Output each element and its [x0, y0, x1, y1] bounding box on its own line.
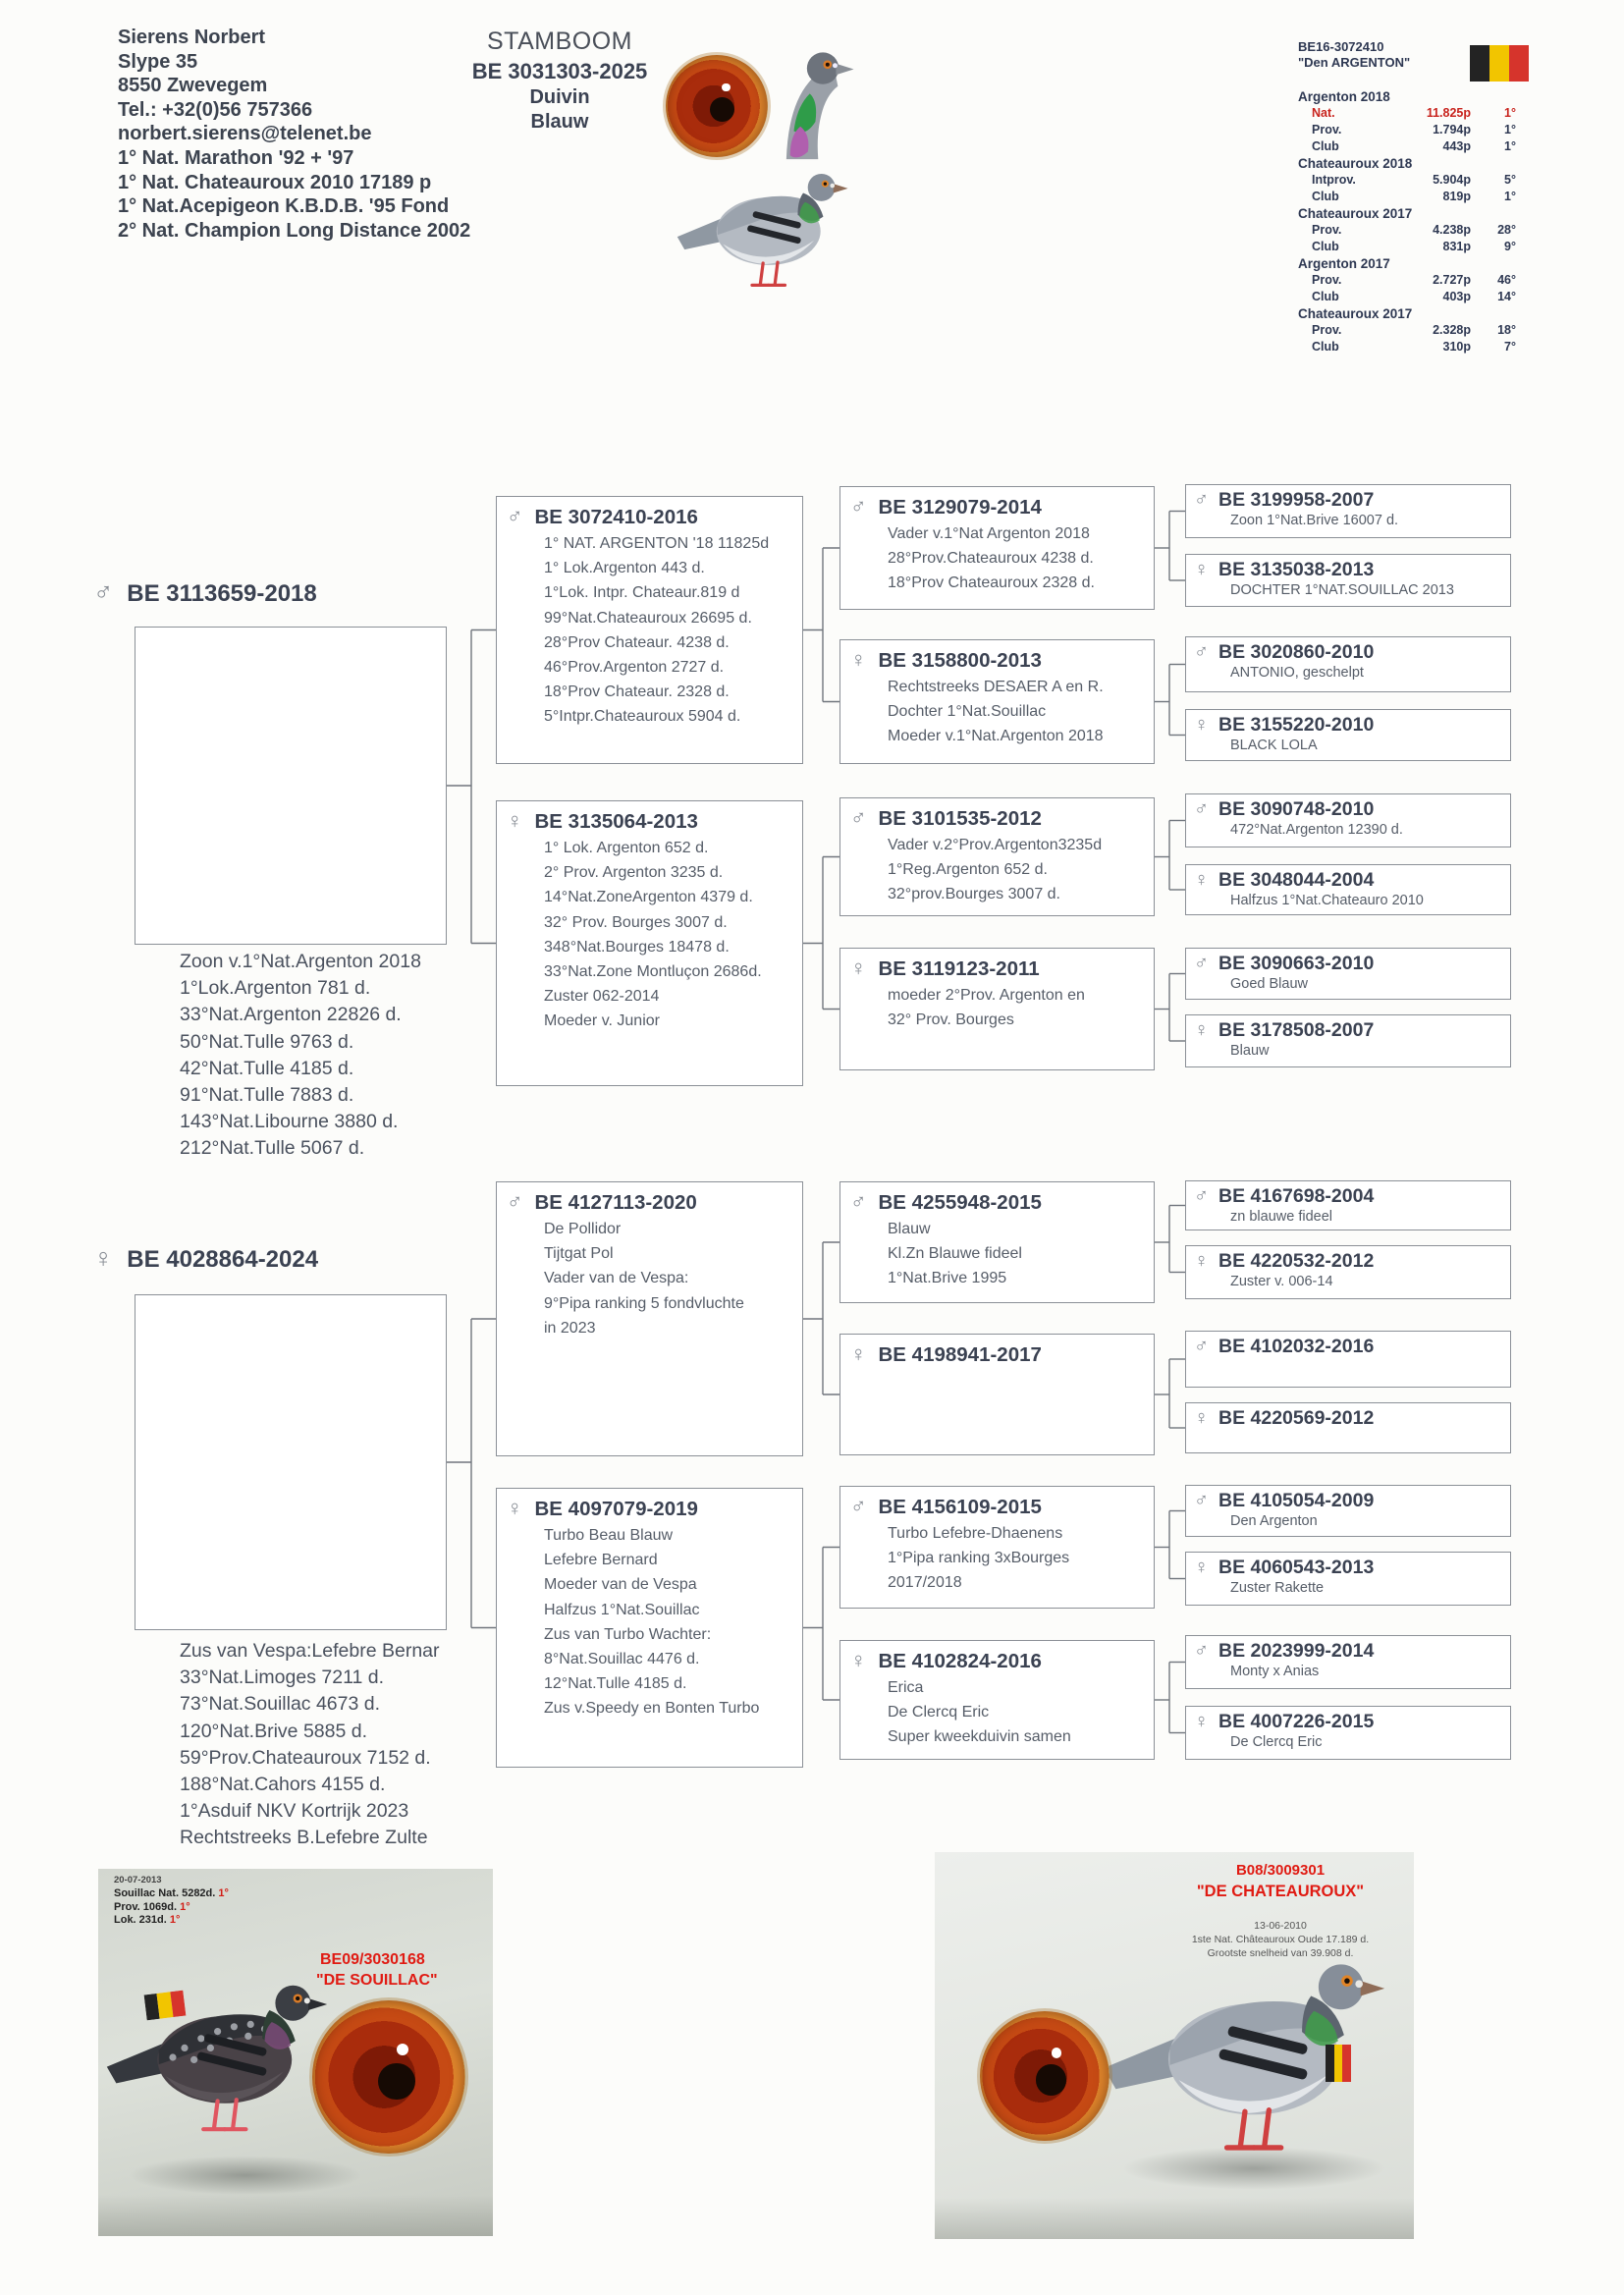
pedigree-line: 14°Nat.ZoneArgenton 4379 d. [544, 889, 753, 906]
results-section-title: Chateauroux 2018 [1298, 156, 1413, 171]
pedigree-line: 2° Prov. Argenton 3235 d. [544, 864, 724, 882]
male-icon: ♂ [850, 805, 867, 830]
achievement-line: 143°Nat.Libourne 3880 d. [180, 1111, 399, 1133]
pedigree-line: ANTONIO, geschelpt [1230, 665, 1364, 681]
pedigree-line: Den Argenton [1230, 1513, 1318, 1529]
photo-pigeon-name: "DE SOUILLAC" [316, 1972, 438, 1989]
breeder-achievement: 1° Nat. Marathon '92 + '97 [118, 146, 354, 169]
ring-number: BE 2023999-2014 [1218, 1640, 1375, 1662]
photo-pigeon-name: "DE CHATEAUROUX" [1196, 1883, 1365, 1900]
dam-photo-placeholder [135, 1294, 447, 1630]
photo-result-line: Souillac Nat. 5282d. 1° [114, 1887, 229, 1899]
pedigree-line: Tijtgat Pol [544, 1245, 614, 1263]
pedigree-line: 28°Prov Chateaur. 4238 d. [544, 633, 730, 651]
male-icon: ♂ [507, 504, 523, 528]
pedigree-line: Monty x Anias [1230, 1664, 1320, 1679]
results-ring-number: BE16-3072410 [1298, 39, 1384, 54]
eye-glint [722, 83, 730, 91]
pedigree-line: zn blauwe fideel [1230, 1209, 1332, 1225]
ring-number: BE 4198941-2017 [878, 1343, 1042, 1366]
achievement-line: 212°Nat.Tulle 5067 d. [180, 1137, 365, 1160]
pedigree-line: 1°Nat.Brive 1995 [888, 1270, 1007, 1287]
dam-label [93, 1243, 318, 1274]
achievement-line: 1°Lok.Argenton 781 d. [180, 977, 371, 1000]
subject-color: Blauw [530, 111, 589, 133]
breeder-address-street: Slype 35 [118, 50, 198, 73]
pedigree-line: 28°Prov.Chateauroux 4238 d. [888, 550, 1094, 568]
ring-number: BE 3101535-2012 [878, 807, 1042, 830]
breeder-phone: Tel.: +32(0)56 757366 [118, 98, 313, 121]
belgian-flag-icon [1326, 2045, 1351, 2082]
ring-number: BE 4105054-2009 [1218, 1490, 1375, 1511]
pedigree-box [1185, 1331, 1511, 1388]
ring-number: BE 3158800-2013 [878, 649, 1042, 672]
sire-lines [180, 949, 421, 1163]
pedigree-line: Turbo Beau Blauw [544, 1527, 674, 1544]
document-title: STAMBOOM [487, 27, 632, 55]
ring-number: BE 3155220-2010 [1218, 714, 1375, 736]
pedigree-box [1185, 1485, 1511, 1537]
breeder-info [118, 26, 470, 243]
female-icon: ♀ [850, 1341, 867, 1366]
pigeon-shadow [128, 2156, 363, 2195]
pedigree-box [1185, 1245, 1511, 1299]
pedigree-line: Halfzus 1°Nat.Chateauro 2010 [1230, 893, 1424, 908]
female-icon: ♀ [1194, 1711, 1209, 1732]
ring-number: BE 4255948-2015 [878, 1191, 1042, 1214]
pedigree-line: 348°Nat.Bourges 18478 d. [544, 938, 730, 956]
photo-result-line: Lok. 231d. 1° [114, 1914, 181, 1926]
male-icon: ♂ [1194, 1490, 1209, 1511]
ring-number: BE 4060543-2013 [1218, 1557, 1375, 1578]
pedigree-box [1185, 709, 1511, 761]
results-row: Prov. 2.727p 46° [1312, 273, 1516, 287]
female-icon: ♀ [850, 956, 867, 980]
ring-number: BE 3113659-2018 [127, 580, 317, 607]
results-row: Club 403p 14° [1312, 290, 1516, 303]
sire-label [93, 577, 317, 608]
pedigree-line: Kl.Zn Blauwe fideel [888, 1245, 1022, 1263]
pedigree-box [1185, 1402, 1511, 1453]
pedigree-box [1185, 1180, 1511, 1230]
pedigree-line: Super kweekduivin samen [888, 1728, 1071, 1746]
female-icon: ♀ [1194, 559, 1209, 580]
pedigree-line: Erica [888, 1679, 924, 1696]
pedigree-line: Zuster 062-2014 [544, 988, 660, 1006]
pedigree-line: Blauw [1230, 1043, 1270, 1059]
results-pigeon-name: "Den ARGENTON" [1298, 55, 1411, 70]
ring-number: BE 4220532-2012 [1218, 1250, 1375, 1272]
subject-sex: Duivin [529, 86, 590, 108]
pedigree-box [839, 1486, 1155, 1609]
pedigree-line: 18°Prov Chateauroux 2328 d. [888, 574, 1095, 592]
pigeon-eye-closeup [980, 2011, 1110, 2141]
ring-number: BE 3119123-2011 [878, 957, 1040, 980]
female-icon: ♀ [507, 808, 523, 833]
male-icon: ♂ [1194, 1185, 1209, 1207]
ring-number: BE 3090663-2010 [1218, 953, 1375, 974]
photo-left-card [98, 1869, 493, 2236]
male-icon: ♂ [850, 1494, 867, 1518]
breeder-address-city: 8550 Zwevegem [118, 75, 268, 97]
pedigree-line: Zuster Rakette [1230, 1580, 1325, 1596]
female-icon: ♀ [850, 647, 867, 672]
pedigree-line: Blauw [888, 1221, 931, 1237]
results-row: Club 443p 1° [1312, 139, 1516, 153]
pedigree-line: De Clercq Eric [1230, 1734, 1323, 1750]
subject-ring-number: BE 3031303-2025 [471, 59, 648, 83]
achievement-line: 33°Nat.Argenton 22826 d. [180, 1004, 402, 1026]
ring-number: BE 4028864-2024 [127, 1246, 319, 1273]
pedigree-box [496, 1488, 803, 1768]
sire-photo-placeholder [135, 627, 447, 945]
achievement-line: 188°Nat.Cahors 4155 d. [180, 1774, 386, 1796]
photo-left-results [114, 1887, 229, 1928]
achievement-line: Zus van Vespa:Lefebre Bernar [180, 1640, 440, 1662]
pedigree-line: 2017/2018 [888, 1574, 962, 1592]
male-icon: ♂ [850, 494, 867, 519]
pedigree-box [1185, 864, 1511, 915]
ring-number: BE 3135038-2013 [1218, 559, 1375, 580]
achievement-line: 1°Asduif NKV Kortrijk 2023 [180, 1800, 409, 1823]
dam-lines [180, 1638, 440, 1852]
breeder-name: Sierens Norbert [118, 27, 266, 48]
pedigree-box [1185, 948, 1511, 1000]
pedigree-line: Halfzus 1°Nat.Souillac [544, 1601, 700, 1618]
photo-date: 13-06-2010 [1254, 1920, 1307, 1932]
photo-ring-number: B08/3009301 [1235, 1862, 1326, 1879]
pedigree-line: 32°prov.Bourges 3007 d. [888, 886, 1060, 903]
pedigree-box [1185, 484, 1511, 538]
male-icon: ♂ [1194, 1640, 1209, 1662]
pedigree-box [839, 486, 1155, 610]
pedigree-line: 1° NAT. ARGENTON '18 11825d [544, 535, 770, 552]
pedigree-line: 1° Lok. Argenton 652 d. [544, 840, 709, 856]
pedigree-line: Vader van de Vespa: [544, 1270, 689, 1287]
pedigree-box [839, 639, 1155, 764]
ring-number: BE 4102032-2016 [1218, 1336, 1375, 1357]
ring-number: BE 4167698-2004 [1218, 1185, 1375, 1207]
ring-number: BE 4102824-2016 [878, 1650, 1042, 1672]
pedigree-line: De Clercq Eric [888, 1704, 990, 1721]
eye-pupil [710, 97, 734, 122]
eye-glint [397, 2044, 408, 2055]
title-block [442, 27, 677, 134]
pedigree-line: Rechtstreeks DESAER A en R. [888, 679, 1104, 695]
achievement-line: 73°Nat.Souillac 4673 d. [180, 1693, 381, 1716]
pedigree-box [839, 948, 1155, 1070]
pedigree-box [1185, 554, 1511, 607]
achievement-line: 50°Nat.Tulle 9763 d. [180, 1030, 354, 1053]
achievement-line: 91°Nat.Tulle 7883 d. [180, 1084, 354, 1107]
pedigree-line: 46°Prov.Argenton 2727 d. [544, 659, 725, 677]
breeder-email: norbert.sierens@telenet.be [118, 123, 372, 145]
achievement-line: 59°Prov.Chateauroux 7152 d. [180, 1746, 431, 1769]
results-section-title: Argenton 2018 [1298, 89, 1390, 104]
pedigree-line: Moeder v. Junior [544, 1012, 660, 1030]
pedigree-line: Moeder v.1°Nat.Argenton 2018 [888, 728, 1104, 745]
pedigree-line: Zuster v. 006-14 [1230, 1274, 1333, 1289]
pedigree-box [1185, 1635, 1511, 1689]
pedigree-line: 99°Nat.Chateauroux 26695 d. [544, 609, 752, 627]
results-row: Club 831p 9° [1312, 240, 1516, 253]
ring-number: BE 3072410-2016 [534, 506, 698, 528]
eye-pupil [378, 2063, 414, 2100]
results-section-title: Argenton 2017 [1298, 256, 1390, 271]
pedigree-box [839, 1640, 1155, 1760]
pedigree-line: 32° Prov. Bourges [888, 1011, 1014, 1029]
pedigree-box [1185, 793, 1511, 847]
pedigree-line: Goed Blauw [1230, 976, 1308, 992]
pedigree-line: De Pollidor [544, 1221, 622, 1237]
pedigree-line: Vader v.1°Nat Argenton 2018 [888, 525, 1090, 542]
male-icon: ♂ [1194, 489, 1209, 511]
achievement-line: Rechtstreeks B.Lefebre Zulte [180, 1827, 428, 1849]
pedigree-line: DOCHTER 1°NAT.SOUILLAC 2013 [1230, 582, 1454, 598]
pedigree-box [839, 1181, 1155, 1303]
pedigree-line: 12°Nat.Tulle 4185 d. [544, 1675, 687, 1693]
pedigree-box [496, 800, 803, 1086]
pedigree-line: 1°Pipa ranking 3xBourges [888, 1550, 1070, 1567]
photo-ring-number: BE09/3030168 [320, 1951, 425, 1968]
male-icon: ♂ [1194, 798, 1209, 820]
pedigree-box [1185, 1014, 1511, 1067]
photo-floor [935, 2198, 1414, 2239]
pigeon-eye-closeup [666, 55, 768, 157]
pigeon-head-photo [768, 39, 860, 161]
achievement-line: Zoon v.1°Nat.Argenton 2018 [180, 951, 421, 972]
female-icon: ♀ [507, 1496, 523, 1520]
male-icon: ♂ [93, 577, 114, 607]
pedigree-line: 1°Lok. Intpr. Chateaur.819 d [544, 584, 740, 602]
ring-number: BE 3178508-2007 [1218, 1019, 1375, 1041]
ring-number: BE 3090748-2010 [1218, 798, 1375, 820]
photo-floor [98, 2195, 493, 2236]
breeder-achievement: 1° Nat.Acepigeon K.B.D.B. '95 Fond [118, 195, 450, 218]
male-icon: ♂ [507, 1189, 523, 1214]
results-row: Prov. 2.328p 18° [1312, 323, 1516, 337]
pigeon-photo-souillac [102, 1951, 338, 2152]
pedigree-line: 1° Lok.Argenton 443 d. [544, 560, 705, 577]
female-icon: ♀ [1194, 1250, 1209, 1272]
pedigree-line: 32° Prov. Bourges 3007 d. [544, 913, 728, 931]
pedigree-line: 33°Nat.Zone Montluçon 2686d. [544, 963, 762, 981]
results-row: Club 819p 1° [1312, 190, 1516, 203]
results-row: Prov. 1.794p 1° [1312, 123, 1516, 137]
pedigree-line: 472°Nat.Argenton 12390 d. [1230, 822, 1403, 838]
ring-number: BE 4127113-2020 [534, 1191, 697, 1214]
pedigree-line: Turbo Lefebre-Dhaenens [888, 1525, 1063, 1542]
pedigree-line: BLACK LOLA [1230, 738, 1318, 753]
results-section-title: Chateauroux 2017 [1298, 206, 1413, 221]
pigeon-photo-header [674, 147, 856, 302]
ring-number: BE 3199958-2007 [1218, 489, 1375, 511]
ring-number: BE 3048044-2004 [1218, 869, 1375, 891]
male-icon: ♂ [850, 1189, 867, 1214]
pedigree-line: 8°Nat.Souillac 4476 d. [544, 1651, 700, 1668]
ring-number: BE 3135064-2013 [534, 810, 698, 833]
pedigree-line: Vader v.2°Prov.Argenton3235d [888, 837, 1103, 853]
male-icon: ♂ [1194, 953, 1209, 974]
results-row: Prov. 4.238p 28° [1312, 223, 1516, 237]
pedigree-box [1185, 1552, 1511, 1606]
female-icon: ♀ [93, 1243, 114, 1273]
ring-number: BE 4156109-2015 [878, 1496, 1042, 1518]
breeder-achievement: 1° Nat. Chateauroux 2010 17189 p [118, 171, 432, 193]
photo-date: 20-07-2013 [114, 1875, 162, 1885]
achievement-line: 120°Nat.Brive 5885 d. [180, 1720, 368, 1742]
results-row: Nat. 11.825p 1° [1312, 106, 1516, 120]
ring-number: BE 3020860-2010 [1218, 641, 1375, 663]
pedigree-line: Zoon 1°Nat.Brive 16007 d. [1230, 513, 1399, 528]
female-icon: ♀ [1194, 1407, 1209, 1429]
pedigree-line: Zus van Turbo Wachter: [544, 1625, 712, 1643]
female-icon: ♀ [1194, 1019, 1209, 1041]
pedigree-line: Lefebre Bernard [544, 1552, 658, 1569]
achievement-line: 42°Nat.Tulle 4185 d. [180, 1057, 354, 1079]
pedigree-box [1185, 1706, 1511, 1760]
results-row: Intprov. 5.904p 5° [1312, 173, 1516, 187]
results-rows [1298, 88, 1534, 355]
pedigree-box [839, 797, 1155, 916]
pedigree-box [496, 1181, 803, 1456]
ring-number: BE 4220569-2012 [1218, 1407, 1375, 1429]
eye-pupil [1036, 2064, 1067, 2096]
photo-result-line: 1ste Nat. Châteauroux Oude 17.189 d. [1191, 1934, 1370, 1945]
pedigree-line: Zus v.Speedy en Bonten Turbo [544, 1700, 760, 1718]
eye-glint [1052, 2048, 1062, 2058]
achievement-line: 33°Nat.Limoges 7211 d. [180, 1667, 384, 1689]
pedigree-box [496, 496, 803, 764]
female-icon: ♀ [1194, 869, 1209, 891]
male-icon: ♂ [1194, 1336, 1209, 1357]
pedigree-line: moeder 2°Prov. Argenton en [888, 987, 1085, 1004]
male-icon: ♂ [1194, 641, 1209, 663]
female-icon: ♀ [1194, 1557, 1209, 1578]
results-section-title: Chateauroux 2017 [1298, 306, 1413, 321]
pedigree-line: Moeder van de Vespa [544, 1576, 697, 1594]
ring-number: BE 4097079-2019 [534, 1498, 698, 1520]
pedigree-line: 9°Pipa ranking 5 fondvluchte [544, 1294, 744, 1312]
belgian-flag-icon [1470, 45, 1529, 82]
breeder-achievement: 2° Nat. Champion Long Distance 2002 [118, 219, 471, 242]
pedigree-line: in 2023 [544, 1319, 596, 1337]
pedigree-line: 18°Prov Chateaur. 2328 d. [544, 683, 730, 701]
results-panel [1298, 39, 1534, 355]
belgian-flag-icon [144, 1991, 187, 2021]
ring-number: BE 4007226-2015 [1218, 1711, 1375, 1732]
pedigree-box [1185, 636, 1511, 692]
pigeon-eye-closeup [312, 2000, 465, 2154]
results-row: Club 310p 7° [1312, 340, 1516, 354]
pedigree-line: 1°Reg.Argenton 652 d. [888, 861, 1048, 879]
female-icon: ♀ [850, 1648, 867, 1672]
ring-number: BE 3129079-2014 [878, 496, 1042, 519]
photo-right-card [935, 1852, 1414, 2239]
female-icon: ♀ [1194, 714, 1209, 736]
pedigree-line: 5°Intpr.Chateauroux 5904 d. [544, 708, 741, 726]
photo-result-line: Prov. 1069d. 1° [114, 1900, 190, 1913]
pedigree-box [839, 1334, 1155, 1455]
photo-result-line: Grootste snelheid van 39.908 d. [1207, 1947, 1354, 1959]
pedigree-line: Dochter 1°Nat.Souillac [888, 703, 1047, 721]
